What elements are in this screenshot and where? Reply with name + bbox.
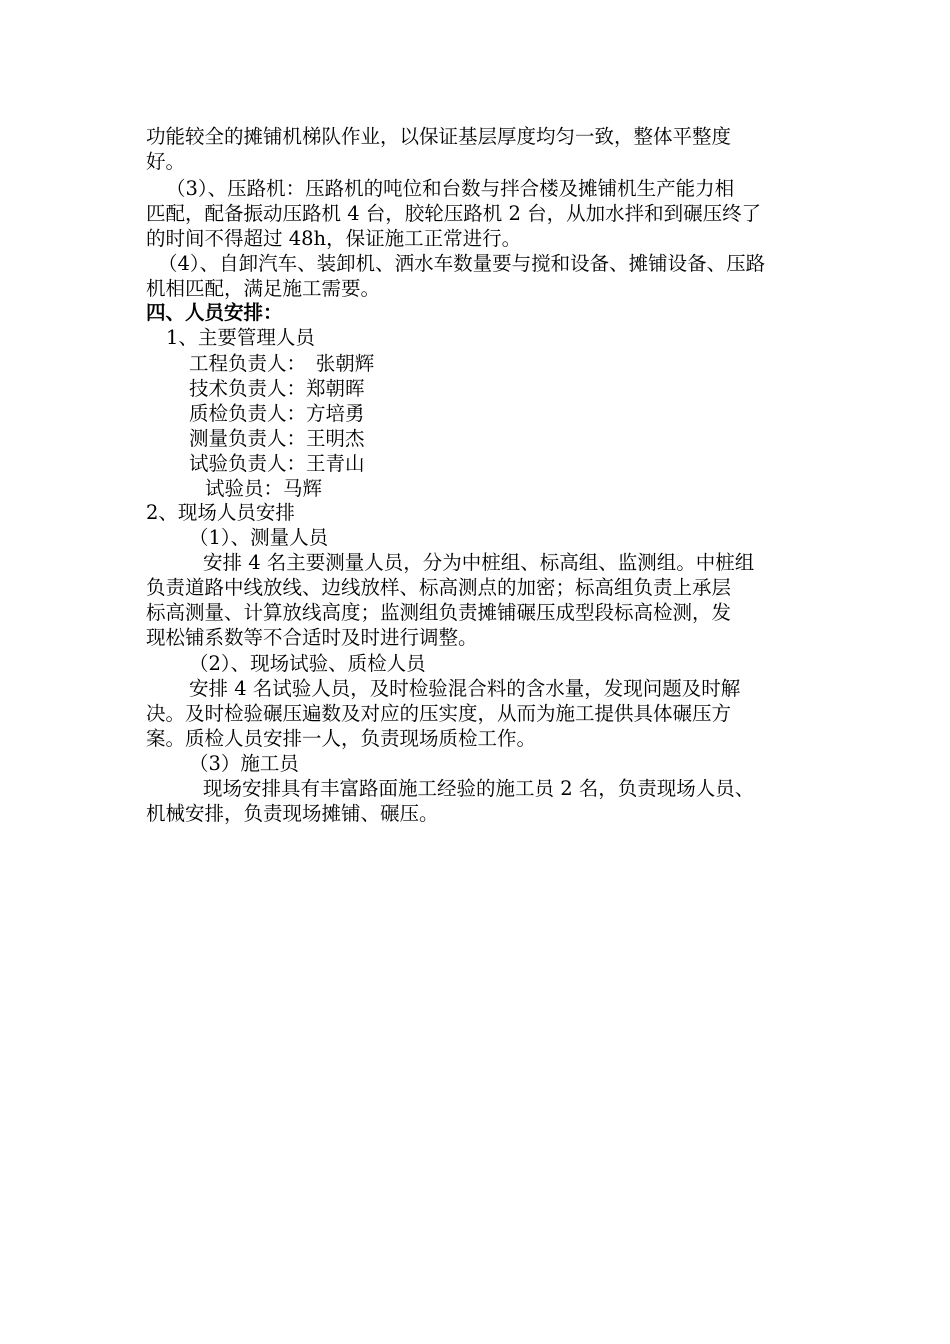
paragraph-line: 安排 4 名主要测量人员，分为中桩组、标高组、监测组。中桩组 — [203, 551, 755, 574]
paragraph-line: 匹配，配备振动压路机 4 台，胶轮压路机 2 台，从加水拌和到碾压终了 — [146, 202, 762, 225]
staff-entry: 试验负责人：王青山 — [189, 452, 365, 475]
staff-entry: 试验员：马辉 — [205, 477, 323, 500]
staff-entry: 质检负责人：方培勇 — [189, 402, 365, 425]
paragraph-line: 机相匹配，满足施工需要。 — [146, 277, 381, 300]
subsection-heading: 2、现场人员安排 — [146, 501, 295, 524]
paragraph-line: 功能较全的摊铺机梯队作业，以保证基层厚度均匀一致，整体平整度 — [146, 125, 732, 148]
paragraph-line: 机械安排，负责现场摊铺、碾压。 — [146, 802, 439, 825]
section-heading: 四、人员安排： — [146, 301, 283, 324]
paragraph-line: 负责道路中线放线、边线放样、标高测点的加密；标高组负责上承层 — [146, 576, 732, 599]
paragraph-line: （4）、自卸汽车、装卸机、洒水车数量要与搅和设备、摊铺设备、压路 — [158, 252, 766, 275]
paragraph-line: 安排 4 名试验人员，及时检验混合料的含水量，发现问题及时解 — [189, 677, 741, 700]
subsection-heading: 1、主要管理人员 — [166, 326, 315, 349]
item-heading: （1）、测量人员 — [189, 526, 329, 549]
paragraph-line: 案。质检人员安排一人，负责现场质检工作。 — [146, 727, 537, 750]
paragraph-line: 现场安排具有丰富路面施工经验的施工员 2 名，负责现场人员、 — [203, 777, 755, 800]
paragraph-line: 好。 — [146, 150, 186, 173]
staff-entry: 工程负责人： 张朝辉 — [189, 352, 375, 375]
paragraph-line: 的时间不得超过 48h，保证施工正常进行。 — [146, 227, 522, 250]
item-heading: （3）施工员 — [189, 752, 299, 775]
paragraph-line: （3）、压路机：压路机的吨位和台数与拌合楼及摊铺机生产能力相 — [166, 177, 735, 200]
paragraph-line: 决。及时检验碾压遍数及对应的压实度，从而为施工提供具体碾压方 — [146, 702, 732, 725]
staff-entry: 技术负责人：郑朝晖 — [189, 377, 365, 400]
paragraph-line: 标高测量、计算放线高度；监测组负责摊铺碾压成型段标高检测，发 — [146, 601, 732, 624]
paragraph-line: 现松铺系数等不合适时及时进行调整。 — [146, 626, 478, 649]
staff-entry: 测量负责人：王明杰 — [189, 427, 365, 450]
item-heading: （2）、现场试验、质检人员 — [189, 652, 426, 675]
